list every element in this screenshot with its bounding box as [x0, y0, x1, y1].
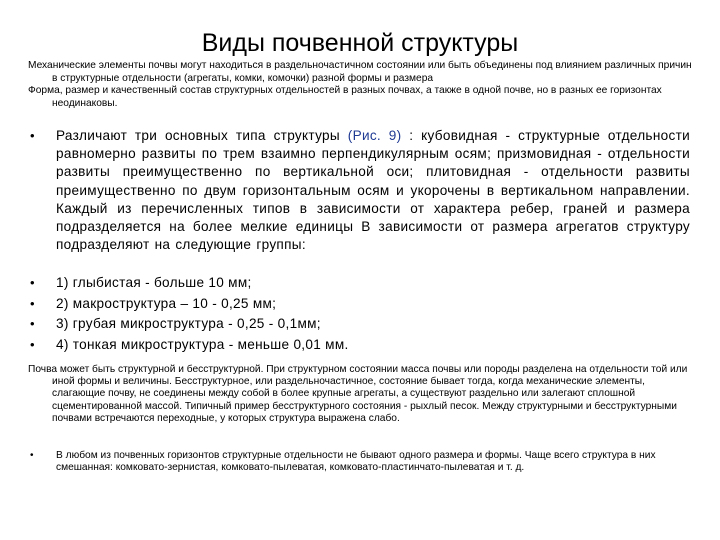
size-group-text: 3) грубая микроструктура - 0,25 - 0,1мм;: [56, 316, 321, 332]
text-before-ref: Различают три основных типа структуры: [56, 128, 348, 143]
structureless-paragraph: Почва может быть структурной и бесструктурной. При структурном состоянии масса почвы или породы разделена на отдельности той или иной формы и величины. Бесструктурное, или раздельночастичное, состояние бывает тогда, когда механические элементы, слагающие почву, не соединены между собой в более крупные агрегаты, а существуют раздельно или залегают сплошной сцементированной массой. Типичный пример бесструктурного состояния - рыхлый песок. Между структурными и бесструктурными почвами встречаются переходные, у которых структура выражена слабо.: [28, 364, 688, 424]
structure-types-text: [56, 127, 690, 254]
structure-types-paragraph: [30, 127, 690, 254]
intro-text: [28, 60, 694, 110]
mixed-structure-paragraph: [30, 450, 692, 474]
list-item: [30, 335, 690, 356]
text-after-ref: : кубовидная - структурные отдельности равномерно развиты по трем взаимно перпендикулярным осям; призмовидная - отдельности развиты преимущественно по вертикальной оси; плитовидная - отдельности развиты преимущественно по двум горизонтальным осям и укорочены в вертикальном направлении. Каждый из перечисленных типов в зависимости от характера ребер, граней и размера подразделяется на более мелкие единицы В зависимости от размера агрегатов структуру подразделяют на следующие группы:: [56, 128, 691, 253]
intro-line-1: Механические элементы почвы могут находиться в раздельночастичном состоянии или быть объединены под влиянием различных причин в структурные отдельности (агрегаты, комки, комочки) разной формы и размера: [28, 60, 692, 84]
size-groups-list: [30, 273, 690, 356]
figure-reference: (Рис. 9): [347, 128, 402, 143]
size-group-text: 4) тонкая микроструктура - меньше 0,01 мм.: [56, 337, 349, 353]
list-item: [30, 314, 690, 335]
bullet-icon: •: [30, 450, 34, 461]
list-item: [30, 273, 690, 294]
slide-title: Виды почвенной структуры: [201, 29, 519, 57]
bullet-icon: •: [30, 128, 35, 143]
bullet-icon: •: [30, 316, 35, 332]
intro-line-2: Форма, размер и качественный состав структурных отдельностей в разных почвах, а также в одной почве, но в разных ее горизонтах неодинаковы.: [28, 85, 662, 109]
size-group-text: 1) глыбистая - больше 10 мм;: [56, 275, 252, 290]
bullet-icon: •: [30, 337, 35, 353]
list-item: [30, 294, 690, 315]
bullet-icon: •: [30, 295, 35, 311]
mixed-structure-text: В любом из почвенных горизонтов структурные отдельности не бывают одного размера и формы. Чаще всего структура в них смешанная: комковато-зернистая, комковато-пылеватая, комковато-пластинчато-пылеватая и т. д.: [56, 450, 656, 474]
size-group-text: 2) макроструктура – 10 - 0,25 мм;: [56, 295, 277, 311]
bullet-icon: •: [30, 275, 35, 290]
